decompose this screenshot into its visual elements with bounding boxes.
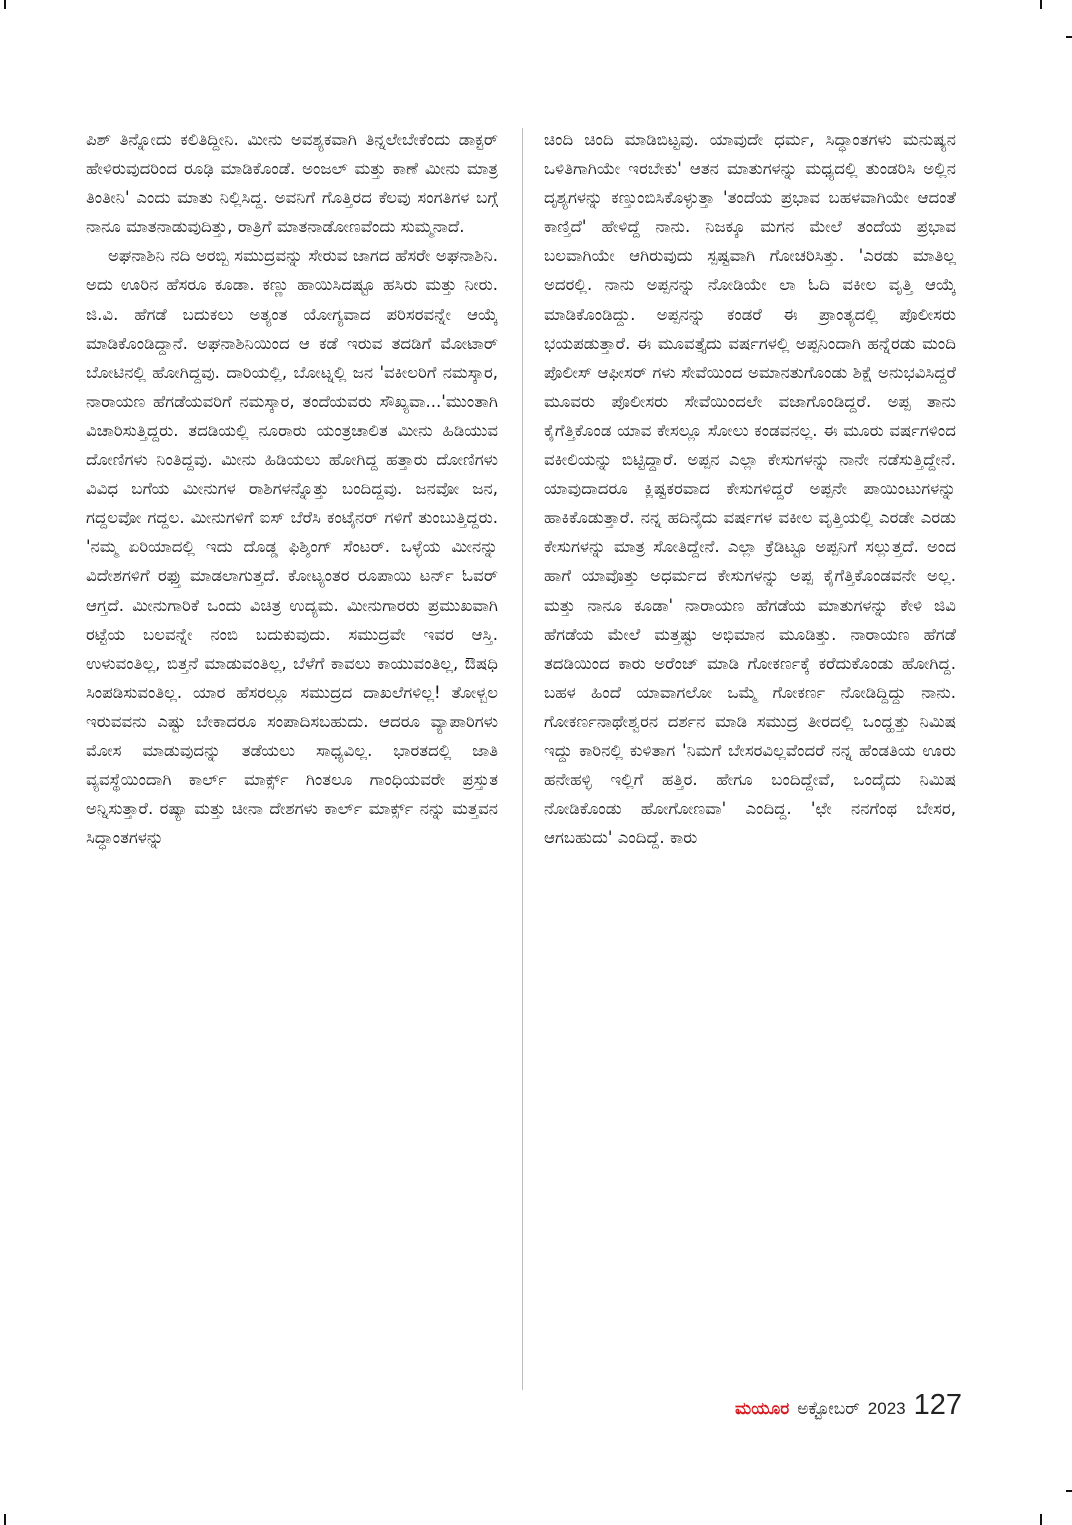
crop-mark-right-top <box>1066 36 1072 38</box>
crop-mark-right-bottom <box>1066 1490 1072 1492</box>
magazine-name: ಮಯೂರ <box>735 1399 790 1419</box>
left-text-column <box>86 125 498 1395</box>
crop-mark-top-right <box>1040 0 1042 9</box>
page-footer <box>735 1389 962 1429</box>
left-paragraph-2: ಅಘನಾಶಿನಿ ನದಿ ಅರಬ್ಬಿ ಸಮುದ್ರವನ್ನು ಸೇರುವ ಜಾಗದ ಹೆಸರೇ ಅಘನಾಶಿನಿ. ಅದು ಊರಿನ ಹೆಸರೂ ಕೂಡಾ. ಕಣ್ಣು ಹಾಯಿಸಿದಷ್ಟೂ ಹಸಿರು ಮತ್ತು ನೀರು. ಜಿ.ವಿ. ಹೆಗಡೆ ಬದುಕಲು ಅತ್ಯಂತ ಯೋಗ್ಯವಾದ ಪರಿಸರವನ್ನೇ ಆಯ್ಕೆ ಮಾಡಿಕೊಂಡಿದ್ದಾನೆ. ಅಘನಾಶಿನಿಯಿಂದ ಆ ಕಡೆ ಇರುವ ತದಡಿಗೆ ಮೋಟಾರ್ ಬೋಟಿನಲ್ಲಿ ಹೋಗಿದ್ದವು. ದಾರಿಯಲ್ಲಿ, ಬೋಟ್ನಲ್ಲಿ ಜನ 'ವಕೀಲರಿಗೆ ನಮಸ್ಕಾರ, ನಾರಾಯಣ ಹೆಗಡೆಯವರಿಗೆ ನಮಸ್ಕಾರ, ತಂದೆಯವರು ಸೌಖ್ಯವಾ...'ಮುಂತಾಗಿ ವಿಚಾರಿಸುತ್ತಿದ್ದರು. ತದಡಿಯಲ್ಲಿ ನೂರಾರು ಯಂತ್ರಚಾಲಿತ ಮೀನು ಹಿಡಿಯುವ ದೋಣಿಗಳು ನಿಂತಿದ್ದವು. ಮೀನು ಹಿಡಿಯಲು ಹೋಗಿದ್ದ ಹತ್ತಾರು ದೋಣಿಗಳು ವಿವಿಧ ಬಗೆಯ ಮೀನುಗಳ ರಾಶಿಗಳನ್ನೊತ್ತು ಬಂದಿದ್ದವು. ಜನವೋ ಜನ, ಗದ್ದಲವೋ ಗದ್ದಲ. ಮೀನುಗಳಿಗೆ ಐಸ್ ಬೆರೆಸಿ ಕಂಟೈನರ್ ಗಳಿಗೆ ತುಂಬುತ್ತಿದ್ದರು. 'ನಮ್ಮ ಏರಿಯಾದಲ್ಲಿ ಇದು ದೊಡ್ಡ ಫಿಶ್ಶಿಂಗ್ ಸೆಂಟರ್. ಒಳ್ಳೆಯ ಮೀನನ್ನು ವಿದೇಶಗಳಿಗೆ ರಫ್ತು ಮಾಡಲಾಗುತ್ತದೆ. ಕೋಟ್ಯಂತರ ರೂಪಾಯಿ ಟರ್ನ್ ಓವರ್ ಆಗ್ತದೆ. ಮೀನುಗಾರಿಕೆ ಒಂದು ವಿಚಿತ್ರ ಉದ್ಯಮ. ಮೀನುಗಾರರು ಪ್ರಮುಖವಾಗಿ ರಟ್ಟೆಯ ಬಲವನ್ನೇ ನಂಬಿ ಬದುಕುವುದು. ಸಮುದ್ರವೇ ಇವರ ಆಸ್ತಿ. ಉಳುವಂತಿಲ್ಲ, ಬಿತ್ತನೆ ಮಾಡುವಂತಿಲ್ಲ, ಬೆಳೆಗೆ ಕಾವಲು ಕಾಯುವಂತಿಲ್ಲ, ಔಷಧಿ ಸಿಂಪಡಿಸುವಂತಿಲ್ಲ. ಯಾರ ಹೆಸರಲ್ಲೂ ಸಮುದ್ರದ ದಾಖಲೆಗಳಿಲ್ಲ! ತೋಳ್ಬಲ ಇರುವವನು ಎಷ್ಟು ಬೇಕಾದರೂ ಸಂಪಾದಿಸಬಹುದು. ಆದರೂ ವ್ಯಾಪಾರಿಗಳು ಮೋಸ ಮಾಡುವುದನ್ನು ತಡೆಯಲು ಸಾಧ್ಯವಿಲ್ಲ. ಭಾರತದಲ್ಲಿ ಜಾತಿ ವ್ಯವಸ್ಥೆಯಿಂದಾಗಿ ಕಾರ್ಲ್ ಮಾರ್ಕ್ಸ್ ಗಿಂತಲೂ ಗಾಂಧಿಯವರೇ ಪ್ರಸ್ತುತ ಅನ್ನಿಸುತ್ತಾರೆ. ರಷ್ಯಾ ಮತ್ತು ಚೀನಾ ದೇಶಗಳು ಕಾರ್ಲ್ ಮಾರ್ಕ್ಸ್ ನನ್ನು ಮತ್ತವನ ಸಿದ್ಧಾಂತಗಳನ್ನು <box>86 246 498 848</box>
right-paragraph-1: ಚಿಂದಿ ಚಿಂದಿ ಮಾಡಿಬಿಟ್ಟವು. ಯಾವುದೇ ಧರ್ಮ, ಸಿದ್ಧಾಂತಗಳು ಮನುಷ್ಯನ ಒಳಿತಿಗಾಗಿಯೇ ಇರಬೇಕು' ಆತನ ಮಾತುಗಳನ್ನು ಮಧ್ಯದಲ್ಲಿ ತುಂಡರಿಸಿ ಅಲ್ಲಿನ ದೃಶ್ಯಗಳನ್ನು ಕಣ್ತುಂಬಿಸಿಕೊಳ್ಳುತ್ತಾ 'ತಂದೆಯ ಪ್ರಭಾವ ಬಹಳವಾಗಿಯೇ ಆದಂತೆ ಕಾಣ್ತಿದೆ' ಹೇಳಿದ್ದೆ ನಾನು. ನಿಜಕ್ಕೂ ಮಗನ ಮೇಲೆ ತಂದೆಯ ಪ್ರಭಾವ ಬಲವಾಗಿಯೇ ಆಗಿರುವುದು ಸ್ಪಷ್ಟವಾಗಿ ಗೋಚರಿಸಿತ್ತು. 'ಎರಡು ಮಾತಿಲ್ಲ ಅದರಲ್ಲಿ. ನಾನು ಅಪ್ಪನನ್ನು ನೋಡಿಯೇ ಲಾ ಓದಿ ವಕೀಲ ವೃತ್ತಿ ಆಯ್ಕೆ ಮಾಡಿಕೊಂಡಿದ್ದು. ಅಪ್ಪನನ್ನು ಕಂಡರೆ ಈ ಪ್ರಾಂತ್ಯದಲ್ಲಿ ಪೊಲೀಸರು ಭಯಪಡುತ್ತಾರೆ. ಈ ಮೂವತ್ತೈದು ವರ್ಷಗಳಲ್ಲಿ ಅಪ್ಪನಿಂದಾಗಿ ಹನ್ನೆರಡು ಮಂದಿ ಪೊಲೀಸ್ ಆಫೀಸರ್ ಗಳು ಸೇವೆಯಿಂದ ಅಮಾನತುಗೊಂಡು ಶಿಕ್ಷೆ ಅನುಭವಿಸಿದ್ದರೆ ಮೂವರು ಪೊಲೀಸರು ಸೇವೆಯಿಂದಲೇ ವಜಾಗೊಂಡಿದ್ದರೆ. ಅಪ್ಪ ತಾನು ಕೈಗೆತ್ತಿಕೊಂಡ ಯಾವ ಕೇಸಲ್ಲೂ ಸೋಲು ಕಂಡವನಲ್ಲ. ಈ ಮೂರು ವರ್ಷಗಳಿಂದ ವಕೀಲಿಯನ್ನು ಬಿಟ್ಟಿದ್ದಾರೆ. ಅಪ್ಪನ ಎಲ್ಲಾ ಕೇಸುಗಳನ್ನು ನಾನೇ ನಡೆಸುತ್ತಿದ್ದೇನೆ. ಯಾವುದಾದರೂ ಕ್ಲಿಷ್ಟಕರವಾದ ಕೇಸುಗಳಿದ್ದರೆ ಅಪ್ಪನೇ ಪಾಯಿಂಟುಗಳನ್ನು ಹಾಕಿಕೊಡುತ್ತಾರೆ. ನನ್ನ ಹದಿನೈದು ವರ್ಷಗಳ ವಕೀಲ ವೃತ್ತಿಯಲ್ಲಿ ಎರಡೇ ಎರಡು ಕೇಸುಗಳನ್ನು ಮಾತ್ರ ಸೋತಿದ್ದೇನೆ. ಎಲ್ಲಾ ಕ್ರೆಡಿಟ್ಟೂ ಅಪ್ಪನಿಗೆ ಸಲ್ಲುತ್ತದೆ. ಅಂದ ಹಾಗೆ ಯಾವೊತ್ತು ಅಧರ್ಮದ ಕೇಸುಗಳನ್ನು ಅಪ್ಪ ಕೈಗೆತ್ತಿಕೊಂಡವನೇ ಅಲ್ಲ. ಮತ್ತು ನಾನೂ ಕೂಡಾ' ನಾರಾಯಣ ಹೆಗಡೆಯ ಮಾತುಗಳನ್ನು ಕೇಳಿ ಜಿವಿ ಹೆಗಡೆಯ ಮೇಲೆ ಮತ್ತಷ್ಟು ಅಭಿಮಾನ ಮೂಡಿತ್ತು. ನಾರಾಯಣ ಹೆಗಡೆ ತದಡಿಯಿಂದ ಕಾರು ಅರೆಂಜ್ ಮಾಡಿ ಗೋಕರ್ಣಕ್ಕೆ ಕರೆದುಕೊಂಡು ಹೋಗಿದ್ದ. ಬಹಳ ಹಿಂದೆ ಯಾವಾಗಲೋ ಒಮ್ಮೆ ಗೋಕರ್ಣ ನೋಡಿದ್ದಿದ್ದು ನಾನು. ಗೋಕರ್ಣನಾಥೇಶ್ವರನ ದರ್ಶನ ಮಾಡಿ ಸಮುದ್ರ ತೀರದಲ್ಲಿ ಒಂದ್ಹತ್ತು ನಿಮಿಷ ಇದ್ದು ಕಾರಿನಲ್ಲಿ ಕುಳಿತಾಗ 'ನಿಮಗೆ ಬೇಸರವಿಲ್ಲವೆಂದರೆ ನನ್ನ ಹೆಂಡತಿಯ ಊರು ಹನೇಹಳ್ಳಿ ಇಲ್ಲಿಗೆ ಹತ್ತಿರ. ಹೇಗೂ ಬಂದಿದ್ದೇವೆ, ಒಂದೈದು ನಿಮಿಷ ನೋಡಿಕೊಂಡು ಹೋಗೋಣವಾ' ಎಂದಿದ್ದ. 'ಛೇ ನನಗೆಂಥ ಬೇಸರ, ಆಗಬಹುದು' ಎಂದಿದ್ದೆ. ಕಾರು <box>544 130 956 848</box>
crop-mark-bottom-right <box>1040 1514 1042 1525</box>
crop-mark-top-left <box>4 0 6 9</box>
left-paragraph-1: ಪಿಶ್ ತಿನ್ನೋದು ಕಲಿತಿದ್ದೀನಿ. ಮೀನು ಅವಶ್ಯಕವಾಗಿ ತಿನ್ನಲೇಬೇಕೆಂದು ಡಾಕ್ಟರ್ ಹೇಳಿರುವುದರಿಂದ ರೂಢಿ ಮಾಡಿಕೊಂಡೆ. ಅಂಜಲ್ ಮತ್ತು ಕಾಣೆ ಮೀನು ಮಾತ್ರ ತಿಂತೀನಿ' ಎಂದು ಮಾತು ನಿಲ್ಲಿಸಿದ್ದ. ಅವನಿಗೆ ಗೊತ್ತಿರದ ಕೆಲವು ಸಂಗತಿಗಳ ಬಗ್ಗೆ ನಾನೂ ಮಾತನಾಡುವುದಿತ್ತು, ರಾತ್ರಿಗೆ ಮಾತನಾಡೋಣವೆಂದು ಸುಮ್ಮನಾದೆ. <box>86 130 498 237</box>
issue-month: ಅಕ್ಟೋಬರ್ <box>797 1399 860 1419</box>
column-divider <box>522 128 523 1390</box>
page-number: 127 <box>913 1389 962 1421</box>
crop-mark-bottom-left <box>4 1514 6 1525</box>
issue-year: 2023 <box>867 1399 906 1418</box>
right-text-column <box>544 125 956 1395</box>
